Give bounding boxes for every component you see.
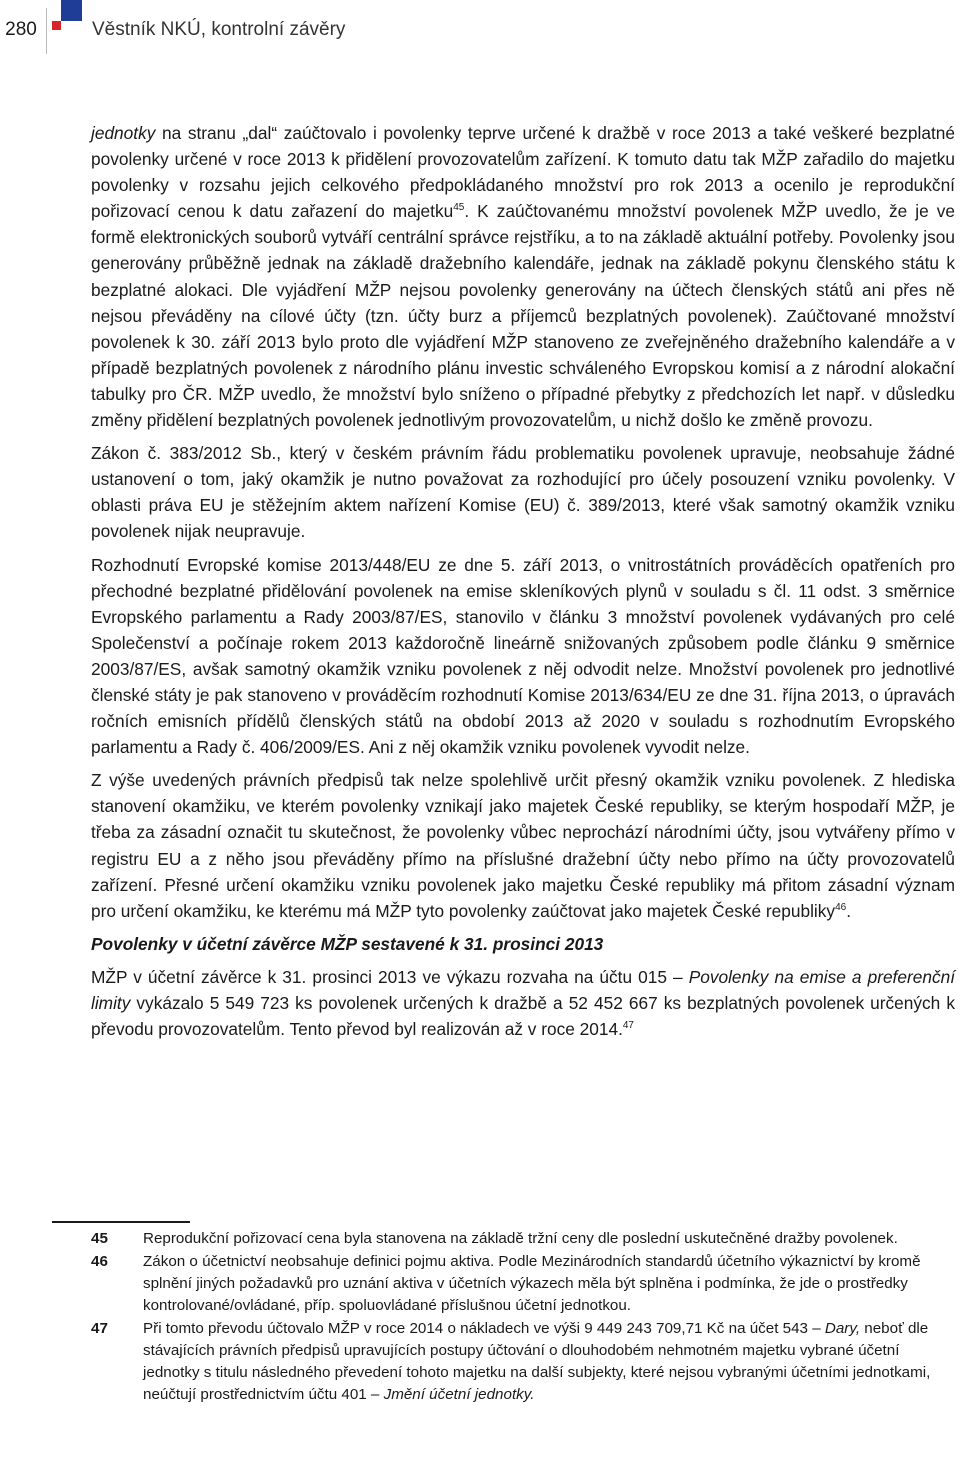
- paragraph-4-text: Z výše uvedených právních předpisů tak nelze spolehlivě určit přesný okamžik vzniku povolenek. Z hlediska stanovení okamžiku, ve kterém povolenky vznikají jako majetek České republiky, se kterým hospodaří MŽP, je třeba za zásadní označit tu skutečnost, že povolenky vůbec neprochází národními účty, jsou vytvářeny přímo v registru EU a z něho jsou převáděny přímo na příslušné dražební účty nebo přímo na účty provozovatelů zařízení. Přesné určení okamžiku vzniku povolenek jako majetku České republiky má přitom zásadní význam pro určení okamžiku, ke kterému má MŽP tyto povolenky zaúčtovat jako majetek České republiky: [91, 770, 955, 921]
- footnote-number: 46: [91, 1253, 108, 1270]
- paragraph-2: Zákon č. 383/2012 Sb., který v českém právním řádu problematiku povolenek upravuje, neobsahuje žádné ustanovení o tom, jaký okamžik je nutno považovat za rozhodující pro účely posouzení vzniku povolenky. V oblasti práva EU je stěžejním aktem nařízení Komise (EU) č. 389/2013, které však samotný okamžik vzniku povolenek nijak neupravuje.: [91, 443, 955, 542]
- italic-term: jednotky: [91, 123, 156, 143]
- footnote-ref-47[interactable]: 47: [622, 1020, 634, 1032]
- footnote-number: 47: [91, 1320, 108, 1337]
- paragraph-5: [91, 964, 955, 1042]
- logo-blue-square: [61, 0, 82, 21]
- footnote-ref-45[interactable]: 45: [453, 202, 465, 214]
- page-number: 280: [5, 19, 37, 40]
- footnote-46: [91, 1251, 955, 1317]
- section-heading: Povolenky v účetní závěrce MŽP sestavené k 31. prosinci 2013: [91, 933, 604, 954]
- footnote-number: 45: [91, 1230, 108, 1247]
- footnote-47: [91, 1318, 955, 1406]
- main-text: [91, 120, 955, 1049]
- paragraph-1-continued: . K zaúčtovanému množství povolenek MŽP uvedlo, že je ve formě elektronických souborů vytváří centrální správce rejstříku, a to na základě aktuální potřeby. Povolenky jsou generovány průběžně jednak na základě dražebního kalendáře, jednak na základě pokynu členského státu k bezplatné alokaci. Dle vyjádření MŽP nejsou povolenky generovány na účtech členských států ani přes ně nejsou převáděny na cílové účty (tzn. účty burz a příjemců bezplatných povolenek). Zaúčtované množství povolenek k 30. září 2013 bylo proto dle vyjádření MŽP stanoveno ze zveřejněného dražebního kalendáře a v případě bezplatných povolenek z národního plánu investic schváleného Evropskou komisí a z národní alokační tabulky pro ČR. MŽP uvedlo, že množství bylo sníženo o případné přebytky z předchozích let např. v důsledku změny přidělení bezplatných povolenek jednotlivým provozovatelům, u nichž došlo ke změně provozu.: [91, 201, 955, 431]
- paragraph-1-text: na stranu „dal“ zaúčtovalo i povolenky teprve určené k dražbě v roce 2013 a také veškeré bezplatné povolenky určené v roce 2013 k přidělení provozovatelům zařízení. K tomuto datu tak MŽP zařadilo do majetku povolenky v rozsahu jejich celkového předpokládaného množství pro rok 2013 a ocenilo je reprodukční pořizovací cenou k datu zařazení do majetku: [91, 123, 955, 222]
- footnote-separator: [52, 1221, 190, 1223]
- paragraph-4: [91, 767, 955, 924]
- header-divider: [46, 8, 47, 54]
- paragraph-4-end: .: [846, 900, 851, 921]
- paragraph-1: [91, 120, 955, 433]
- footnotes: [91, 1228, 955, 1407]
- footnote-text-b: neboť dle stávajících právních předpisů upravujících postupy účtování o dlouhodobém nehmotném majetku vybrané účetní jednotky s titulu následného převedení tohoto majetku na další subjekty, které nejsou vybranými účetními jednotkami, neúčtují prostřednictvím účtu 401 –: [143, 1320, 931, 1403]
- paragraph-5-text-b: vykázalo 5 549 723 ks povolenek určených k dražbě a 52 452 667 ks bezplatných povolenek určených k převodu provozovatelům. Tento převod byl realizován až v roce 2014.: [91, 992, 955, 1039]
- footnote-text: Zákon o účetnictví neobsahuje definici pojmu aktiva. Podle Mezinárodních standardů účetního výkaznictví by kromě splnění jiných požadavků pro uznání aktiva v účetních výkazech měla být splněna i podmínka, že jde o prostředky kontrolované/ovládané, příp. spoluovládané příslušnou účetní jednotkou.: [143, 1253, 921, 1314]
- page-header: [0, 0, 960, 60]
- footnote-italic-term: Jmění účetní jednotky.: [383, 1386, 535, 1403]
- footnote-45: [91, 1228, 955, 1250]
- footnote-text: Reprodukční pořizovací cena byla stanovena na základě tržní ceny dle poslední uskutečněné dražby povolenek.: [143, 1230, 898, 1247]
- footnote-text-a: Při tomto převodu účtovalo MŽP v roce 2014 o nákladech ve výši 9 449 243 709,71 Kč na účet 543 –: [143, 1320, 825, 1337]
- footnote-italic-term: Dary,: [824, 1320, 861, 1337]
- footnote-ref-46[interactable]: 46: [835, 901, 847, 913]
- running-title: Věstník NKÚ, kontrolní závěry: [92, 19, 346, 40]
- paragraph-3: Rozhodnutí Evropské komise 2013/448/EU ze dne 5. září 2013, o vnitrostátních prováděcích opatřeních pro přechodné bezplatné přidělování povolenek na emise skleníkových plynů v souladu s čl. 11 odst. 3 směrnice Evropského parlamentu a Rady 2003/87/ES, stanovilo v článku 3 množství povolenek vydávaných pro celé Společenství a počínaje rokem 2013 každoročně lineárně snižovaných způsobem podle článku 9 směrnice 2003/87/ES, avšak samotný okamžik vzniku povolenek z něj odvodit nelze. Množství povolenek pro jednotlivé členské státy je pak stanoveno v prováděcím rozhodnutí Komise 2013/634/EU ze dne 31. října 2013, o úpravách ročních emisních přídělů členských států na období 2013 až 2020 v souladu s rozhodnutím Evropského parlamentu a Rady č. 406/2009/ES. Ani z něj okamžik vzniku povolenek vyvodit nelze.: [91, 554, 955, 758]
- account-name: Povolenky na emise a preferenční limity: [91, 966, 955, 1013]
- logo-red-square: [52, 21, 61, 30]
- paragraph-5-text-a: MŽP v účetní závěrce k 31. prosinci 2013 ve výkazu rozvaha na účtu 015 –: [91, 966, 689, 987]
- nku-logo-icon: [52, 0, 82, 36]
